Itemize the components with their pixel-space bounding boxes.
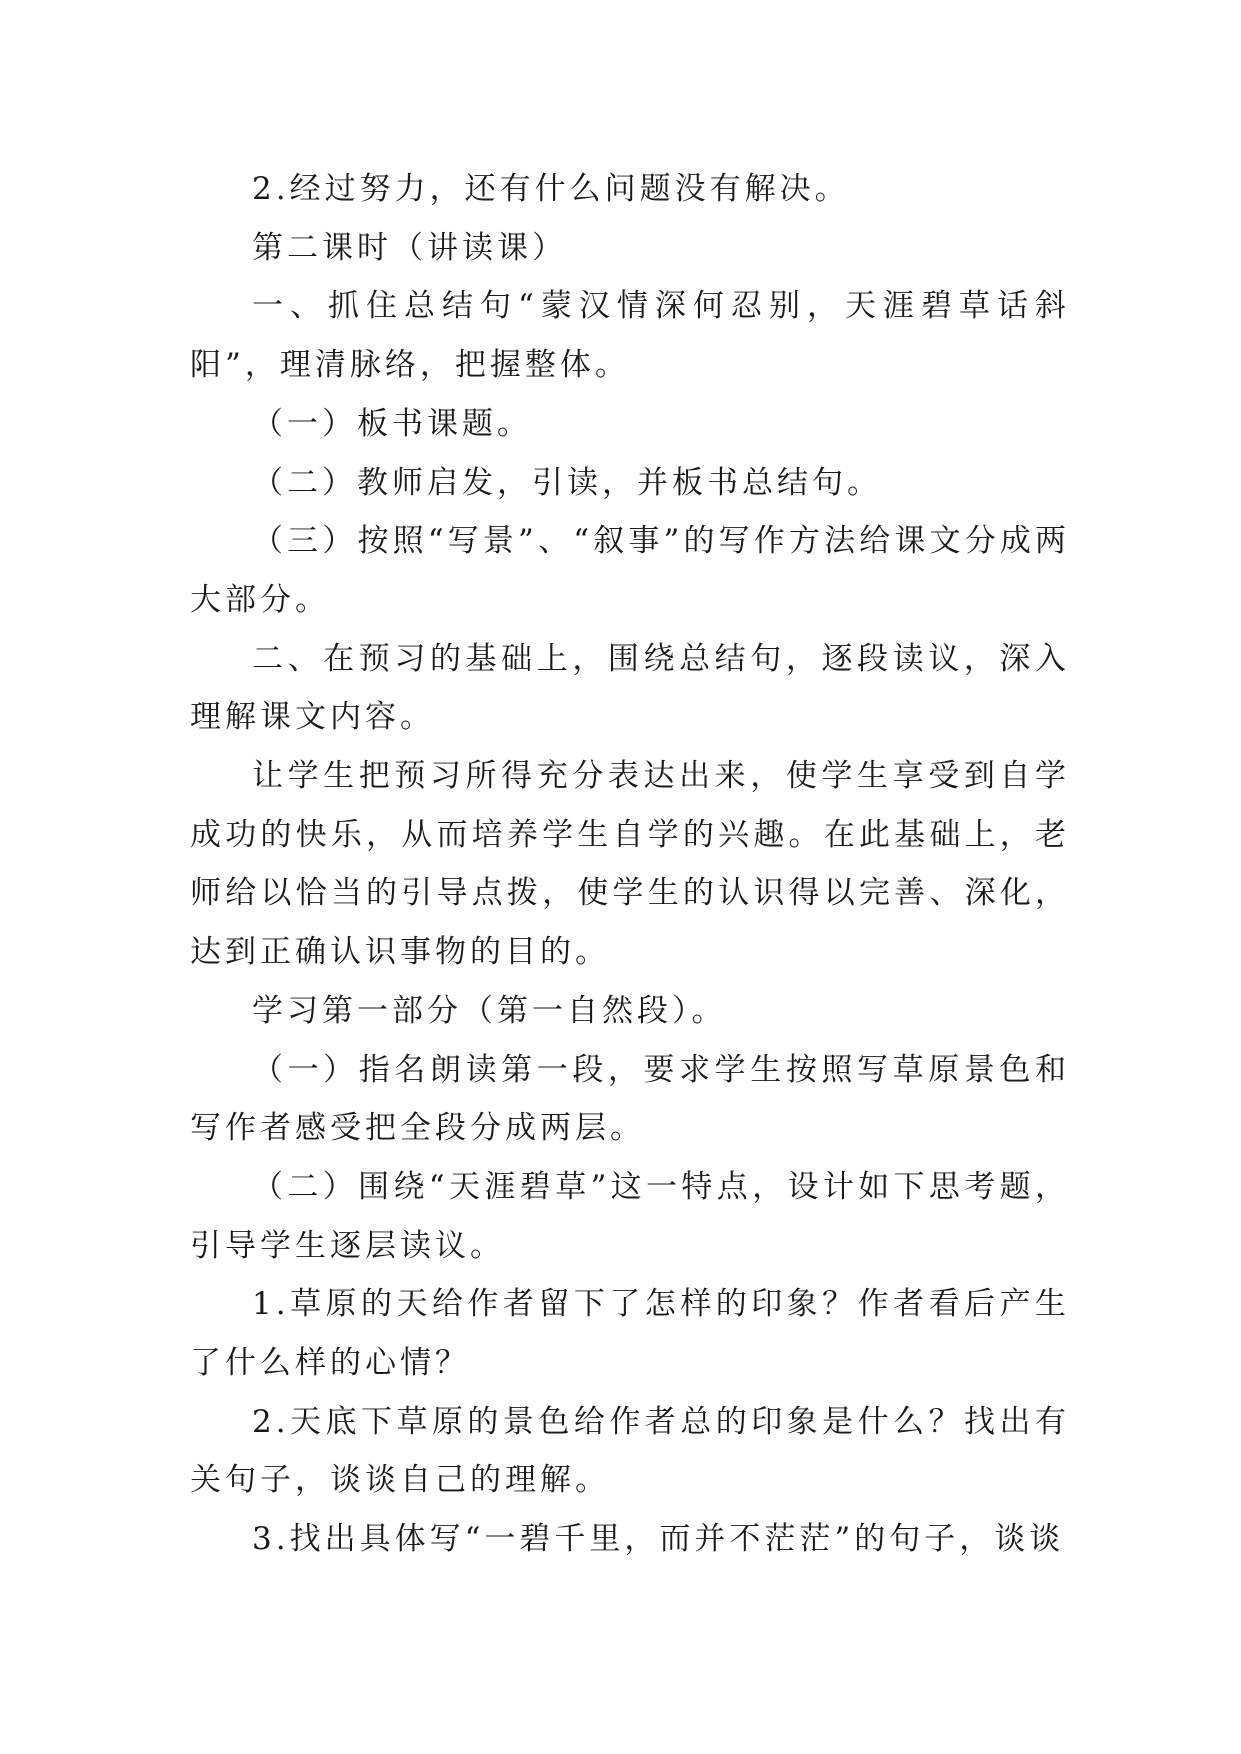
paragraph: 二、在预习的基础上，围绕总结句，逐段读议，深入理解课文内容。 xyxy=(190,640,1070,736)
paragraph: 2.天底下草原的景色给作者总的印象是什么？找出有关句子，谈谈自己的理解。 xyxy=(190,1403,1070,1499)
paragraph: 1.草原的天给作者留下了怎样的印象？作者看后产生了什么样的心情？ xyxy=(190,1286,1070,1382)
paragraph: （一）指名朗读第一段，要求学生按照写草原景色和写作者感受把全段分成两层。 xyxy=(190,1051,1070,1147)
section-heading: 第二课时（讲读课） xyxy=(252,229,567,266)
paragraph: 一、抓住总结句“蒙汉情深何忍别，天涯碧草话斜阳”，理清脉络，把握整体。 xyxy=(190,288,1070,384)
paragraph: （二）教师启发，引读，并板书总结句。 xyxy=(252,464,882,501)
document-body xyxy=(190,160,1070,1569)
paragraph: （一）板书课题。 xyxy=(252,405,532,442)
paragraph: （二）围绕“天涯碧草”这一特点，设计如下思考题，引导学生逐层读议。 xyxy=(190,1168,1070,1264)
paragraph: 3.找出具体写“一碧千里，而并不茫茫”的句子，谈谈 xyxy=(252,1521,1065,1558)
paragraph: 让学生把预习所得充分表达出来，使学生享受到自学成功的快乐，从而培养学生自学的兴趣。在此基础上，老师给以恰当的引导点拨，使学生的认识得以完善、深化，达到正确认识事物的目的。 xyxy=(190,758,1070,971)
paragraph: 学习第一部分（第一自然段）。 xyxy=(252,992,727,1029)
paragraph: 2.经过努力，还有什么问题没有解决。 xyxy=(252,171,850,207)
paragraph: （三）按照“写景”、“叙事”的写作方法给课文分成两大部分。 xyxy=(190,523,1070,618)
